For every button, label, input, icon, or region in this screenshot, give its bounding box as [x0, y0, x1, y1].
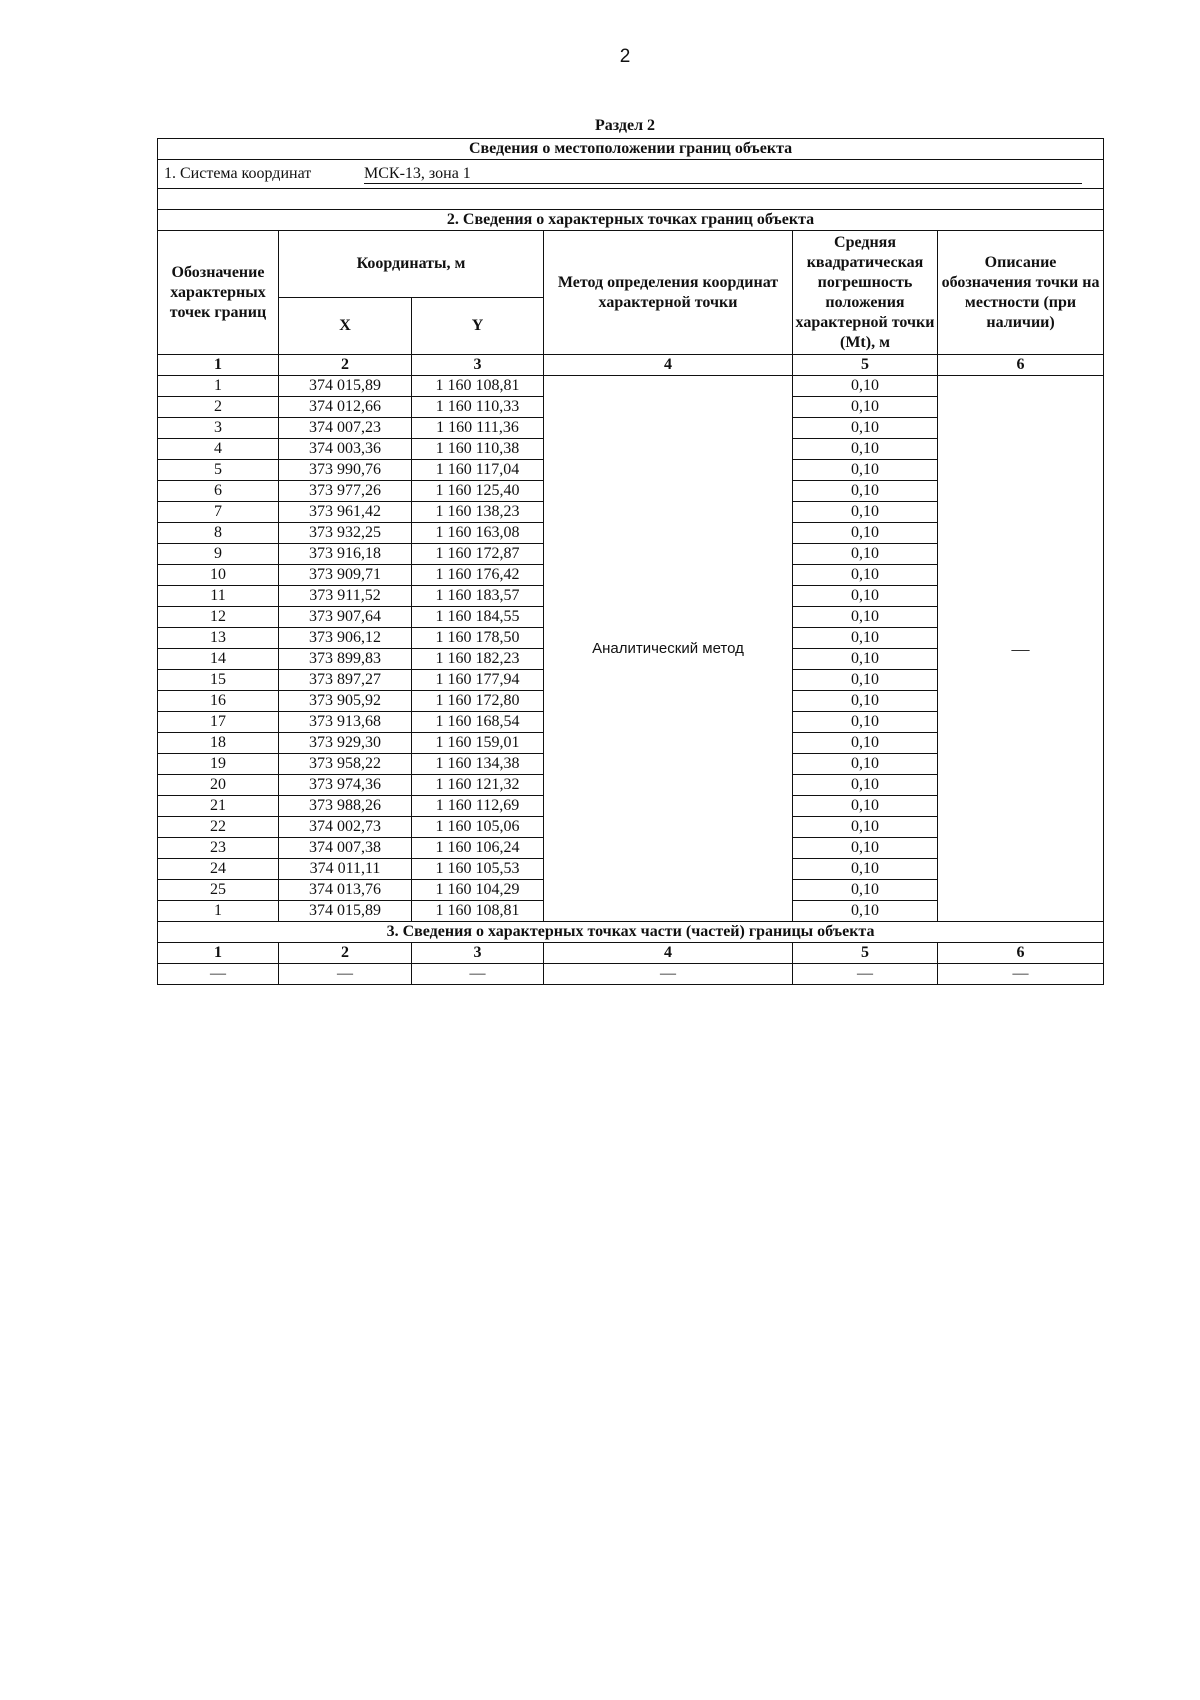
column-number: 6: [938, 943, 1104, 964]
y-value: 1 160 182,23: [412, 649, 544, 670]
y-value: 1 160 110,33: [412, 397, 544, 418]
column-number: 1: [158, 355, 279, 376]
column-numbers-row: [158, 355, 1104, 376]
parts-value: —: [279, 964, 412, 985]
parts-value: —: [158, 964, 279, 985]
header-coordinates: Координаты, м: [279, 231, 544, 298]
mt-value: 0,10: [793, 649, 938, 670]
spacer-row: [158, 189, 1104, 210]
y-value: 1 160 172,80: [412, 691, 544, 712]
y-value: 1 160 104,29: [412, 880, 544, 901]
y-value: 1 160 105,06: [412, 817, 544, 838]
boundary-table: [157, 138, 1104, 985]
column-number: 2: [279, 355, 412, 376]
column-number: 3: [412, 943, 544, 964]
x-value: 373 907,64: [279, 607, 412, 628]
mt-value: 0,10: [793, 817, 938, 838]
y-value: 1 160 159,01: [412, 733, 544, 754]
parts-values-row: [158, 964, 1104, 985]
header-point-designation: Обозначение характерных точек границ: [158, 231, 279, 355]
x-value: 373 906,12: [279, 628, 412, 649]
y-value: 1 160 178,50: [412, 628, 544, 649]
column-number: 6: [938, 355, 1104, 376]
point-number: 5: [158, 460, 279, 481]
point-number: 15: [158, 670, 279, 691]
column-number: 5: [793, 943, 938, 964]
point-number: 11: [158, 586, 279, 607]
method-value: Аналитический метод: [544, 376, 793, 922]
point-number: 6: [158, 481, 279, 502]
mt-value: 0,10: [793, 838, 938, 859]
point-number: 9: [158, 544, 279, 565]
coord-system-label: 1. Система координат: [164, 165, 312, 182]
mt-value: 0,10: [793, 691, 938, 712]
point-number: 19: [158, 754, 279, 775]
mt-value: 0,10: [793, 880, 938, 901]
x-value: 373 911,52: [279, 586, 412, 607]
mt-value: 0,10: [793, 670, 938, 691]
parts-value: —: [544, 964, 793, 985]
point-number: 2: [158, 397, 279, 418]
mt-value: 0,10: [793, 607, 938, 628]
page-number: 2: [619, 46, 631, 67]
x-value: 373 899,83: [279, 649, 412, 670]
point-number: 14: [158, 649, 279, 670]
header-method: Метод определения координат характерной точки: [544, 231, 793, 355]
column-number: 3: [412, 355, 544, 376]
mt-value: 0,10: [793, 754, 938, 775]
description-value: —: [938, 376, 1104, 922]
mt-value: 0,10: [793, 397, 938, 418]
column-number: 5: [793, 355, 938, 376]
table-title: Сведения о местоположении границ объекта: [158, 139, 1104, 160]
point-number: 7: [158, 502, 279, 523]
x-value: 374 007,23: [279, 418, 412, 439]
y-value: 1 160 105,53: [412, 859, 544, 880]
point-number: 24: [158, 859, 279, 880]
x-value: 373 913,68: [279, 712, 412, 733]
x-value: 373 897,27: [279, 670, 412, 691]
point-number: 22: [158, 817, 279, 838]
y-value: 1 160 108,81: [412, 901, 544, 922]
point-number: 1: [158, 376, 279, 397]
x-value: 373 974,36: [279, 775, 412, 796]
y-value: 1 160 163,08: [412, 523, 544, 544]
point-number: 8: [158, 523, 279, 544]
table-row: [158, 376, 1104, 397]
y-value: 1 160 110,38: [412, 439, 544, 460]
x-value: 374 003,36: [279, 439, 412, 460]
x-value: 373 909,71: [279, 565, 412, 586]
y-value: 1 160 177,94: [412, 670, 544, 691]
mt-value: 0,10: [793, 775, 938, 796]
point-number: 12: [158, 607, 279, 628]
x-value: 373 977,26: [279, 481, 412, 502]
point-number: 13: [158, 628, 279, 649]
parts-value: —: [412, 964, 544, 985]
mt-value: 0,10: [793, 733, 938, 754]
header-error: Средняя квадратическая погрешность положения характерной точки (Mt), м: [793, 231, 938, 355]
y-value: 1 160 183,57: [412, 586, 544, 607]
x-value: 374 013,76: [279, 880, 412, 901]
y-value: 1 160 168,54: [412, 712, 544, 733]
y-value: 1 160 134,38: [412, 754, 544, 775]
mt-value: 0,10: [793, 418, 938, 439]
x-value: 373 990,76: [279, 460, 412, 481]
point-number: 23: [158, 838, 279, 859]
mt-value: 0,10: [793, 859, 938, 880]
x-value: 373 916,18: [279, 544, 412, 565]
point-number: 10: [158, 565, 279, 586]
x-value: 373 905,92: [279, 691, 412, 712]
x-value: 374 015,89: [279, 376, 412, 397]
x-value: 373 988,26: [279, 796, 412, 817]
header-y: Y: [412, 298, 544, 355]
point-number: 25: [158, 880, 279, 901]
point-number: 1: [158, 901, 279, 922]
y-value: 1 160 172,87: [412, 544, 544, 565]
column-number: 2: [279, 943, 412, 964]
point-number: 16: [158, 691, 279, 712]
y-value: 1 160 138,23: [412, 502, 544, 523]
column-number: 4: [544, 943, 793, 964]
parts-value: —: [938, 964, 1104, 985]
points-title: 2. Сведения о характерных точках границ объекта: [158, 210, 1104, 231]
point-number: 18: [158, 733, 279, 754]
x-value: 374 007,38: [279, 838, 412, 859]
mt-value: 0,10: [793, 460, 938, 481]
x-value: 374 015,89: [279, 901, 412, 922]
header-description: Описание обозначения точки на местности (при наличии): [938, 231, 1104, 355]
header-x: X: [279, 298, 412, 355]
x-value: 373 929,30: [279, 733, 412, 754]
mt-value: 0,10: [793, 481, 938, 502]
point-number: 20: [158, 775, 279, 796]
y-value: 1 160 112,69: [412, 796, 544, 817]
y-value: 1 160 117,04: [412, 460, 544, 481]
x-value: 373 961,42: [279, 502, 412, 523]
point-number: 3: [158, 418, 279, 439]
mt-value: 0,10: [793, 712, 938, 733]
mt-value: 0,10: [793, 796, 938, 817]
mt-value: 0,10: [793, 628, 938, 649]
mt-value: 0,10: [793, 439, 938, 460]
column-number: 1: [158, 943, 279, 964]
parts-column-numbers-row: [158, 943, 1104, 964]
mt-value: 0,10: [793, 565, 938, 586]
y-value: 1 160 176,42: [412, 565, 544, 586]
x-value: 373 958,22: [279, 754, 412, 775]
y-value: 1 160 111,36: [412, 418, 544, 439]
mt-value: 0,10: [793, 901, 938, 922]
point-number: 17: [158, 712, 279, 733]
x-value: 373 932,25: [279, 523, 412, 544]
point-number: 21: [158, 796, 279, 817]
x-value: 374 012,66: [279, 397, 412, 418]
y-value: 1 160 106,24: [412, 838, 544, 859]
coord-system-row: [158, 160, 1104, 189]
point-number: 4: [158, 439, 279, 460]
x-value: 374 002,73: [279, 817, 412, 838]
x-value: 374 011,11: [279, 859, 412, 880]
section-title: Раздел 2: [594, 117, 656, 134]
column-number: 4: [544, 355, 793, 376]
mt-value: 0,10: [793, 523, 938, 544]
parts-value: —: [793, 964, 938, 985]
y-value: 1 160 125,40: [412, 481, 544, 502]
mt-value: 0,10: [793, 376, 938, 397]
y-value: 1 160 184,55: [412, 607, 544, 628]
coord-system-value: МСК-13, зона 1: [364, 165, 1082, 184]
mt-value: 0,10: [793, 586, 938, 607]
y-value: 1 160 108,81: [412, 376, 544, 397]
y-value: 1 160 121,32: [412, 775, 544, 796]
parts-title: 3. Сведения о характерных точках части (частей) границы объекта: [158, 922, 1104, 943]
mt-value: 0,10: [793, 502, 938, 523]
mt-value: 0,10: [793, 544, 938, 565]
coordinates-body: [158, 376, 1104, 922]
